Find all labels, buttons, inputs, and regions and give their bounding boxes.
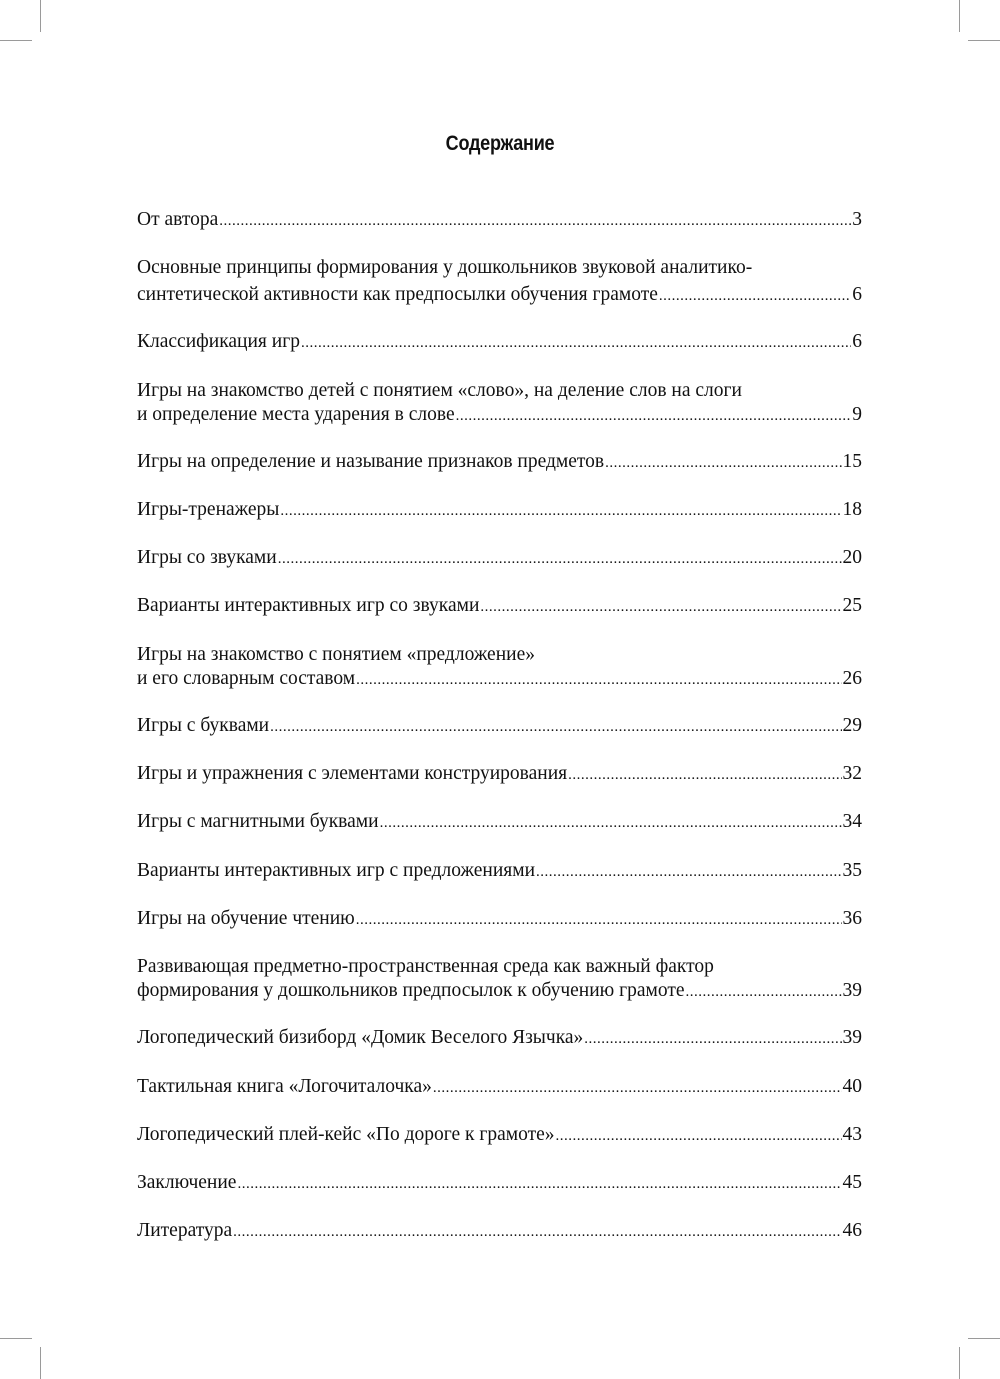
dot-leader [280,499,841,523]
toc-entry[interactable] [137,1219,862,1244]
toc-entry-page: 46 [842,1220,862,1242]
toc-entry[interactable] [137,955,862,1004]
dot-leader [536,860,841,884]
toc-entry[interactable] [137,498,862,523]
toc-entry-title-line1: Игры на знакомство с понятием «предложение» [137,643,535,665]
dot-leader [686,980,842,1004]
toc-entry-title-line2: синтетической активности как предпосылки обучения грамоте [137,284,658,306]
dot-leader [233,1220,841,1244]
toc-entry-page: 39 [842,980,862,1002]
dot-leader [584,1027,841,1051]
toc-entry-page: 32 [842,763,862,785]
toc-entry[interactable] [137,907,862,932]
toc-entry-title: Варианты интерактивных игр со звуками [137,595,480,617]
toc-entry[interactable] [137,1026,862,1051]
dot-leader [270,715,841,739]
toc-entry-page: 36 [842,907,862,929]
dot-leader [356,668,841,692]
toc-entry[interactable] [137,450,862,475]
toc-entry-page: 6 [852,284,862,306]
toc-entry[interactable] [137,330,862,355]
toc-entry-title: Игры и упражнения с элементами конструирования [137,763,568,785]
toc-entry[interactable] [137,859,862,884]
crop-mark-top-right-h [968,40,1000,41]
toc-entry-page: 35 [842,859,862,881]
dot-leader [605,451,841,475]
toc-entry-page: 3 [852,209,862,230]
toc-entry-page: 6 [852,331,862,353]
toc-entry[interactable] [137,1075,862,1100]
toc-entry-title-line2: и определение места ударения в слове [137,403,455,425]
toc-entry-page: 9 [852,403,862,425]
toc-entry-title: Игры на определение и называние признаков предметов [137,450,605,472]
toc-entry-page: 20 [842,547,862,569]
toc-entry-page: 43 [842,1123,862,1145]
toc-entry-page: 45 [842,1172,862,1194]
crop-mark-top-left-h [0,40,32,41]
toc-entry-title: Игры на обучение чтению [137,907,355,929]
toc-entry[interactable] [137,256,862,308]
crop-mark-bottom-right-h [968,1338,1000,1339]
toc-entry[interactable] [137,762,862,787]
dot-leader [433,1076,842,1100]
page-title: Содержание [445,132,555,155]
toc-entry-page: 15 [842,450,862,472]
dot-leader [456,404,852,428]
toc-entry-page: 39 [842,1027,862,1049]
toc-entry-title: Литература [137,1220,233,1242]
toc-entry[interactable] [137,1171,862,1196]
toc-entry-title: Игры с буквами [137,714,270,736]
crop-mark-bottom-right-v [959,1347,960,1379]
toc-entry-title: Игры-тренажеры [137,498,280,520]
toc-entry-title-line2: и его словарным составом [137,667,356,689]
toc-entry[interactable] [137,379,862,428]
toc-entry-title-line1: Игры на знакомство детей с понятием «слово», на деление слов на слоги [137,379,742,401]
toc-entry[interactable] [137,1123,862,1148]
toc-entry[interactable] [137,643,862,692]
toc-entry-title: Игры с магнитными буквами [137,811,379,833]
crop-mark-bottom-left-v [40,1347,41,1379]
toc-entry-title: Заключение [137,1172,237,1194]
dot-leader [659,284,851,308]
toc-entry-page: 25 [842,595,862,617]
toc-entry-title-line2: формирования у дошкольников предпосылок к обучению грамоте [137,980,685,1002]
toc-entry-title: Тактильная книга «Логочиталочка» [137,1075,432,1097]
toc-entry-title: Логопедический бизиборд «Домик Веселого Язычка» [137,1027,584,1049]
dot-leader [237,1172,841,1196]
dot-leader [278,547,842,571]
toc-entry-page: 40 [842,1075,862,1097]
dot-leader [568,763,841,787]
toc-entry-title: Варианты интерактивных игр с предложениями [137,859,536,881]
toc-entry-title: Игры со звуками [137,547,277,569]
toc-entry[interactable] [137,594,862,619]
toc-entry[interactable] [137,208,862,233]
crop-mark-top-right-v [959,0,960,32]
toc-entry-page: 26 [842,667,862,689]
dot-leader [480,595,841,619]
toc-entry[interactable] [137,546,862,571]
toc-entry[interactable] [137,714,862,739]
table-of-contents [137,208,862,1268]
dot-leader [380,811,842,835]
toc-entry-page: 29 [842,714,862,736]
dot-leader [556,1124,842,1148]
toc-entry-title: От автора [137,209,219,230]
toc-entry-title-line1: Развивающая предметно-пространственная среда как важный фактор [137,956,714,978]
dot-leader [301,331,851,355]
toc-entry-title-line1: Основные принципы формирования у дошкольников звуковой аналитико- [137,257,753,279]
dot-leader [219,209,851,233]
toc-entry-page: 18 [842,498,862,520]
dot-leader [356,908,842,932]
crop-mark-top-left-v [40,0,41,32]
toc-entry[interactable] [137,810,862,835]
toc-entry-title: Классификация игр [137,331,300,353]
toc-entry-page: 34 [842,811,862,833]
crop-mark-bottom-left-h [0,1338,32,1339]
toc-entry-title: Логопедический плей-кейс «По дороге к грамоте» [137,1123,555,1145]
